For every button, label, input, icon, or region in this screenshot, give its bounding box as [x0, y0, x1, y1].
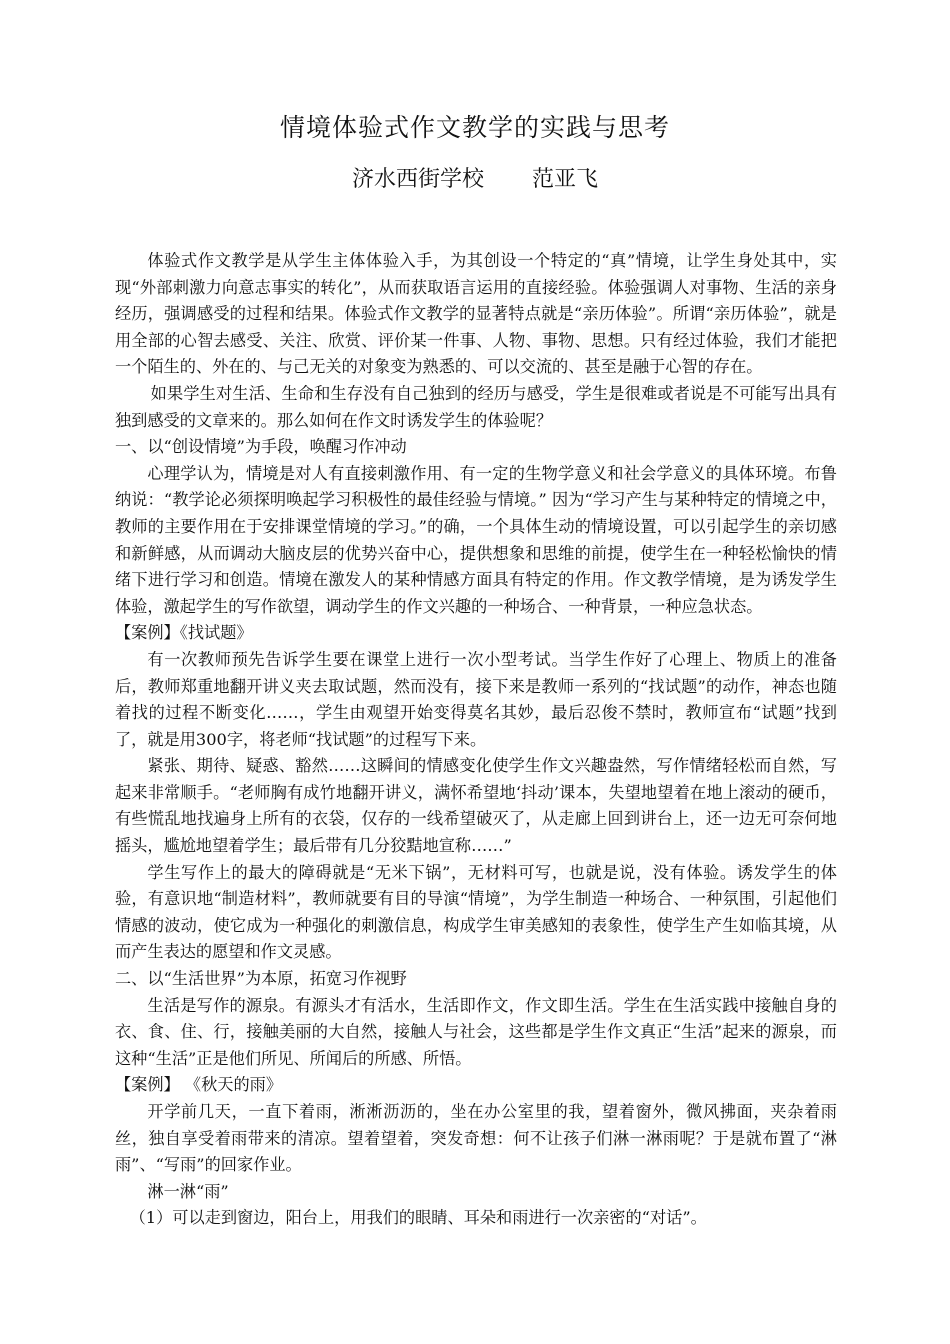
paragraph: 心理学认为，情境是对人有直接刺激作用、有一定的生物学意义和社会学意义的具体环境。布鲁纳说：“教学论必须探明唤起学习积极性的最佳经验与情境。” 因为“学习产生与某种特定的情境之中，教师的主要作用在于安排课堂情境的学习。”的确，一个具体生动的情境设置，可以引起学生的亲切感和新鲜感，从而调动大脑皮层的优势兴奋中心，提供想象和思维的前提，使学生在一种轻松愉快的情绪下进行学习和创造。情境在激发人的某种情感方面具有特定的作用。作文教学情境，是为诱发学生体验，激起学生的写作欲望，调动学生的作文兴趣的一种场合、一种背景，一种应急状态。 — [115, 463, 837, 616]
paragraph: 体验式作文教学是从学生主体体验入手，为其创设一个特定的“真”情境，让学生身处其中，实现“外部刺激力向意志事实的转化”，从而获取语言运用的直接经验。体验强调人对事物、生活的亲身经历，强调感受的过程和结果。体验式作文教学的显著特点就是“亲历体验”。所谓“亲历体验”，就是用全部的心智去感受、关注、欣赏、评价某一件事、人物、事物、思想。只有经过体验，我们才能把一个陌生的、外在的、与己无关的对象变为熟悉的、可以交流的、甚至是融于心智的存在。 — [115, 251, 837, 377]
section-heading: 一、以“创设情境”为手段，唤醒习作冲动 — [115, 437, 407, 457]
section-heading: 二、以“生活世界”为本原，拓宽习作视野 — [115, 969, 407, 989]
document-title: 情境体验式作文教学的实践与思考 — [279, 113, 670, 142]
paragraph: 如果学生对生活、生命和生存没有自己独到的经历与感受，学生是很难或者说是不可能写出具有独到感受的文章来的。那么如何在作文时诱发学生的体验呢？ — [115, 383, 837, 430]
paragraph: 生活是写作的源泉。有源头才有活水，生活即作文，作文即生活。学生在生活实践中接触自身的衣、食、住、行，接触美丽的大自然，接触人与社会，这些都是学生作文真正“生活”起来的源泉，而这种“生活”正是他们所见、所闻后的所感、所悟。 — [115, 995, 837, 1068]
paragraph: 开学前几天，一直下着雨，淅淅沥沥的，坐在办公室里的我，望着窗外，微风拂面，夹杂着雨丝，独自享受着雨带来的清凉。望着望着，突发奇想：何不让孩子们淋一淋雨呢？于是就布置了“淋雨”、“写雨”的回家作业。 — [115, 1102, 837, 1175]
document-body — [115, 248, 837, 1232]
case-heading: 【案例】《找试题》 — [115, 623, 253, 643]
case-heading: 【案例】 《秋天的雨》 — [115, 1075, 283, 1095]
list-item: （1）可以走到窗边，阳台上，用我们的眼睛、耳朵和雨进行一次亲密的“对话”。 — [129, 1208, 707, 1228]
subheading: 淋一淋“雨” — [147, 1181, 229, 1201]
paragraph: 紧张、期待、疑惑、豁然……这瞬间的情感变化使学生作文兴趣盎然，写作情绪轻松而自然，写起来非常顺手。“老师胸有成竹地翻开讲义，满怀希望地‘抖动’课本，失望地望着在地上滚动的硬币，有些慌乱地找遍身上所有的衣袋，仅存的一线希望破灭了，从走廊上回到讲台上，还一边无可奈何地摇头，尴尬地望着学生；最后带有几分狡黠地宣称……” — [115, 756, 837, 856]
byline — [0, 162, 950, 193]
paragraph: 学生写作上的最大的障碍就是“无米下锅”，无材料可写，也就是说，没有体验。诱发学生的体验，有意识地“制造材料”，教师就要有目的导演“情境”，为学生制造一种场合、一种氛围，引起他们情感的波动，使它成为一种强化的刺激信息，构成学生审美感知的表象性，使学生产生如临其境，从而产生表达的愿望和作文灵感。 — [115, 862, 837, 962]
author-name: 范亚飞 — [532, 167, 599, 192]
paragraph: 有一次教师预先告诉学生要在课堂上进行一次小型考试。当学生作好了心理上、物质上的准备后，教师郑重地翻开讲义夹去取试题，然而没有，接下来是教师一系列的“找试题”的动作，神态也随着找的过程不断变化……，学生由观望开始变得莫名其妙，最后忍俊不禁时，教师宣布“试题”找到了，就是用300字，将老师“找试题”的过程写下来。 — [115, 649, 837, 749]
author-school: 济水西街学校 — [351, 167, 484, 192]
